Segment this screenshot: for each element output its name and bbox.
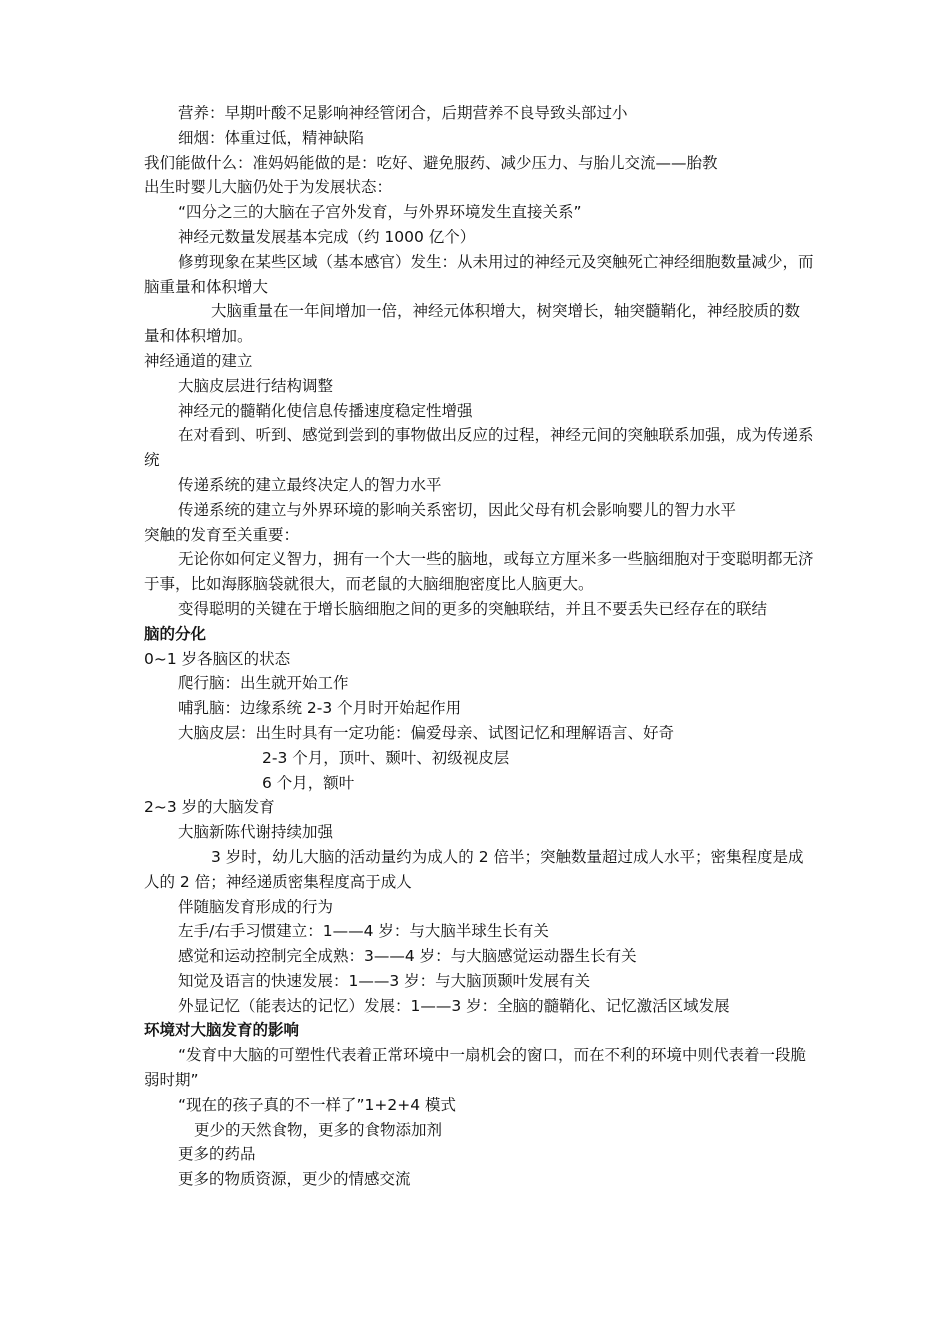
paragraph-age-3-activity: 3 岁时，幼儿大脑的活动量约为成人的 2 倍半；突触数量超过成人水平；密集程度是成人的 2 倍；神经递质密集程度高于成人 — [144, 847, 804, 891]
heading-environment-impact: 环境对大脑发育的影响 — [144, 1021, 300, 1040]
paragraph-more-medicine: 更多的药品 — [178, 1145, 256, 1164]
paragraph-nutrition: 营养：早期叶酸不足影响神经管闭合，后期营养不良导致头部过小 — [178, 104, 628, 122]
paragraph-handedness: 左手/右手习惯建立：1——4 岁：与大脑半球生长有关 — [178, 922, 549, 941]
paragraph-motor-control: 感觉和运动控制完全成熟：3——4 岁：与大脑感觉运动器生长有关 — [178, 947, 637, 966]
document-body — [144, 101, 814, 1192]
paragraph-cortex-adjust: 大脑皮层进行结构调整 — [178, 376, 334, 395]
paragraph-pruning: 修剪现象在某些区域（基本感官）发生：从未用过的神经元及突触死亡神经细胞数量减少，而脑重量和体积增大 — [144, 252, 814, 296]
paragraph-intelligence-definition: 无论你如何定义智力，拥有一个大一些的脑地，或每立方厘米多一些脑细胞对于变聪明都无济于事，比如海豚脑袋就很大，而老鼠的大脑细胞密度比人脑更大。 — [144, 550, 814, 594]
heading-age-2-3: 2~3 岁的大脑发育 — [144, 798, 275, 817]
paragraph-quote-three-quarters: “四分之三的大脑在子宫外发育，与外界环境发生直接关系” — [178, 203, 582, 222]
paragraph-2-3-months: 2-3 个月，顶叶、颞叶、初级视皮层 — [262, 748, 510, 767]
paragraph-myelination: 神经元的髓鞘化使信息传播速度稳定性增强 — [178, 401, 473, 420]
paragraph-brain-weight: 大脑重量在一年间增加一倍，神经元体积增大，树突增长，轴突髓鞘化，神经胶质的数量和体积增加。 — [144, 302, 801, 346]
paragraph-plasticity-quote: “发育中大脑的可塑性代表着正常环境中一扇机会的窗口，而在不利的环境中则代表着一段脆弱时期” — [144, 1046, 807, 1090]
paragraph-cortex-birth: 大脑皮层：出生时具有一定功能：偏爱母亲、试图记忆和理解语言、好奇 — [178, 723, 675, 742]
paragraph-neuron-count: 神经元数量发展基本完成（约 1000 亿个） — [178, 227, 476, 246]
paragraph-6-months: 6 个月，额叶 — [262, 773, 355, 792]
paragraph-kids-different: “现在的孩子真的不一样了”1+2+4 模式 — [178, 1095, 457, 1114]
paragraph-key-to-smart: 变得聪明的关键在于增长脑细胞之间的更多的突触联结，并且不要丢失已经存在的联结 — [178, 599, 768, 618]
paragraph-food-additives: 更少的天然食物，更多的食物添加剂 — [194, 1120, 443, 1139]
paragraph-transmission-environment: 传递系统的建立与外界环境的影响关系密切，因此父母有机会影响婴儿的智力水平 — [178, 500, 737, 519]
heading-brain-differentiation: 脑的分化 — [144, 624, 207, 643]
paragraph-metabolism: 大脑新陈代谢持续加强 — [178, 823, 334, 842]
paragraph-newborn-brain-state: 出生时婴儿大脑仍处于为发展状态： — [144, 178, 393, 197]
paragraph-synapse-connection: 在对看到、听到、感觉到尝到的事物做出反应的过程，神经元间的突触联系加强，成为传递系统 — [144, 426, 814, 470]
paragraph-mammal-brain: 哺乳脑：边缘系统 2-3 个月时开始起作用 — [178, 699, 462, 718]
heading-age-0-1: 0~1 岁各脑区的状态 — [144, 649, 291, 668]
paragraph-smoking: 细烟：体重过低，精神缺陷 — [178, 128, 365, 147]
paragraph-perception-language: 知觉及语言的快速发展：1——3 岁：与大脑顶颞叶发展有关 — [178, 971, 591, 990]
paragraph-transmission-intelligence: 传递系统的建立最终决定人的智力水平 — [178, 475, 442, 494]
heading-synapse-development: 突触的发育至关重要： — [144, 525, 300, 544]
paragraph-what-we-can-do: 我们能做什么：准妈妈能做的是：吃好、避免服药、减少压力、与胎儿交流——胎教 — [144, 153, 718, 172]
heading-neural-pathways: 神经通道的建立 — [144, 351, 253, 370]
paragraph-explicit-memory: 外显记忆（能表达的记忆）发展：1——3 岁：全脑的髓鞘化、记忆激活区域发展 — [178, 996, 730, 1015]
heading-behaviors: 伴随脑发育形成的行为 — [178, 897, 334, 916]
paragraph-material-resources: 更多的物质资源，更少的情感交流 — [178, 1170, 411, 1189]
paragraph-reptile-brain: 爬行脑：出生就开始工作 — [178, 674, 349, 693]
